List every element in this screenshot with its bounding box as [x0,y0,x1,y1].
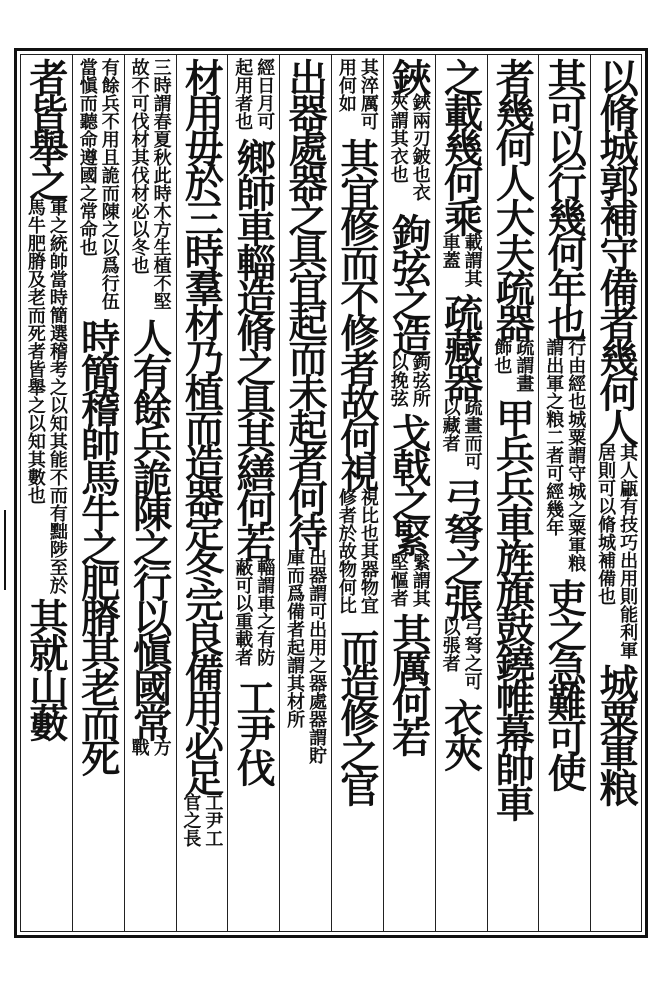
text-column [21,58,71,928]
main-text: 時簡稽帥馬牛之肥膌其老而死 [74,318,121,773]
main-text: 吏之急難可使 [541,578,588,788]
main-text: 而造修之官 [333,628,380,803]
main-text: 其就山藪 [22,598,69,738]
commentary-text: 三時謂春夏秋此時木方生植不堅故不可伐材其伐材必以冬也 [128,58,172,310]
main-text: 鄉師車輜造脩之具其繕何若 [230,138,277,558]
text-column [332,58,382,928]
commentary-text: 鉤弦所以挽弦 [387,353,431,407]
commentary-text: 疏畫而可以藏者 [439,398,483,470]
commentary-text: 弓弩之可以張者 [439,618,483,690]
commentary-text: 方戰 [128,738,172,756]
commentary-text: 輜謂車之有防蔽可以重載者 [232,558,276,666]
main-text: 甲兵兵車旌旗鼓鐃帷幕帥車 [489,398,536,818]
main-text: 之載幾何乘 [437,58,484,233]
commentary-text: 鋏兩刃鈹也衣夾謂其衣也 [387,93,431,201]
commentary-text: 出器謂可出用之器處器謂貯庫而爲備者起謂其材所 [284,548,328,764]
commentary-text: 疏謂畫飾也 [491,338,535,392]
main-text: 材用毋於三時羣材乃植而造器定冬完良備用必足 [178,58,225,793]
main-text: 鉤弦之造 [385,213,432,353]
commentary-text: 有餘兵不用且詭而陳之以爲行伍當愼而聽命遵國之常命也 [76,58,120,310]
main-text: 以脩城郭補守備者幾何人 [593,58,640,443]
main-text: 城粟軍粮 [593,663,640,803]
text-column [280,58,330,928]
text-column [73,58,123,928]
text-column [125,58,175,928]
text-column [488,58,538,928]
commentary-text: 軍之統帥當時簡選稽考之以知其能不而有黜陟至於馬牛肥膌及老而死者皆舉之以知其數也 [24,198,68,594]
main-text: 其可以行幾何年也 [541,58,588,338]
main-text: 者幾何人大夫疏器 [489,58,536,338]
main-text: 衣夾 [437,698,484,768]
commentary-text: 行由經也城粟謂守城之粟軍粮謂出軍之粮二者可經幾年 [543,338,587,572]
main-text: 鋏 [385,58,432,93]
main-text: 工尹伐 [230,678,277,783]
commentary-text: 載謂其車蓋 [439,233,483,287]
text-column [539,58,589,928]
commentary-text: 緊謂其堅慪者 [387,553,431,607]
text-column [436,58,486,928]
main-text: 出器處器之具宜起而未起者何待 [282,58,329,548]
commentary-text: 工尹工官之長 [180,793,224,847]
text-column [228,58,278,928]
main-text: 者皆舉之 [22,58,69,198]
gutter-mark [4,510,16,590]
main-text: 其厲何若 [385,613,432,753]
main-text: 人有餘兵詭陳之行以愼國常 [126,318,173,738]
commentary-text: 其人甂有技巧出用則能利軍居則可以脩城補備也 [595,443,639,659]
commentary-text: 視比也其器物宜修者於故物何比 [335,488,379,614]
main-text: 其宜修而不修者故何視 [333,138,380,488]
text-column [177,58,227,928]
main-text: 戈戟之緊 [385,413,432,553]
commentary-text: 其淬厲可用何如 [335,58,379,130]
main-text: 弓弩之張 [437,478,484,618]
commentary-text: 經日月可起用者也 [232,58,276,130]
text-column [591,58,641,928]
main-text: 疏藏器 [437,293,484,398]
text-column [384,58,434,928]
